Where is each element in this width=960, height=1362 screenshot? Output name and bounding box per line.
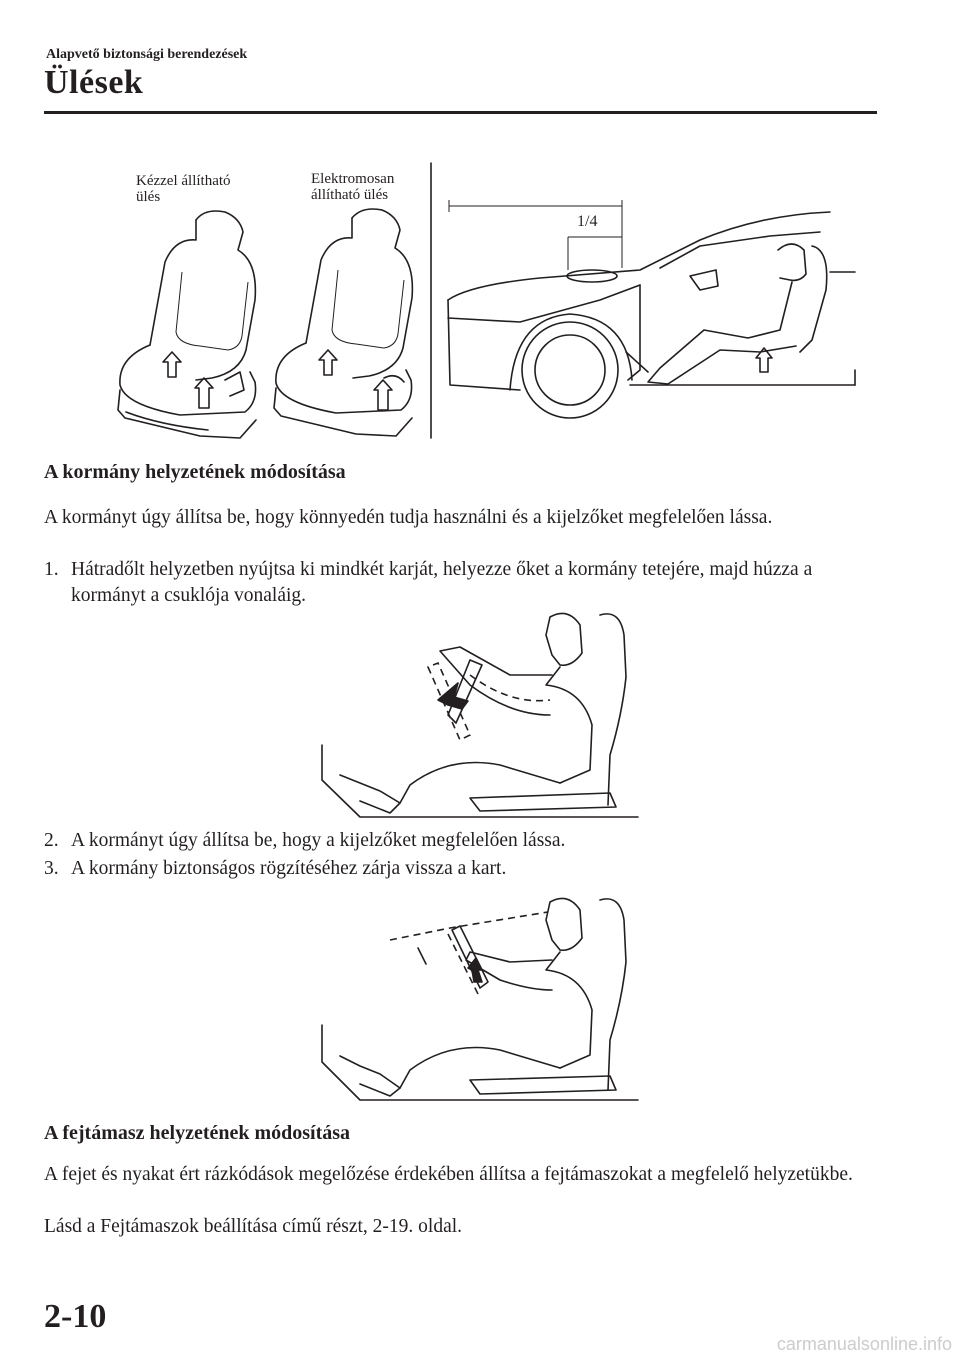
step-number: 3. xyxy=(44,858,59,879)
steering-heading: A kormány helyzetének módosítása xyxy=(44,461,346,483)
step-1 xyxy=(44,557,894,609)
step-number: 2. xyxy=(44,830,59,851)
steering-arms-illustration xyxy=(320,605,640,820)
step-2 xyxy=(44,828,894,854)
seat-position-illustration xyxy=(0,0,960,460)
step-number: 1. xyxy=(44,559,59,580)
headrest-heading: A fejtámasz helyzetének módosítása xyxy=(44,1122,351,1144)
headrest-para-1: A fejet és nyakat ért rázkódások megelőzése érdekében állítsa a fejtámaszokat a megfelelő helyzetükbe. xyxy=(44,1164,853,1185)
page-title: Ülések xyxy=(44,64,144,101)
watermark: carmanualsonline.info xyxy=(776,1334,952,1354)
fraction-label: 1/4 xyxy=(577,213,598,230)
section-header: Alapvető biztonsági berendezések xyxy=(46,47,248,62)
steering-lock-illustration xyxy=(320,890,640,1105)
manual-seat-drawing xyxy=(118,211,256,438)
power-seat-drawing xyxy=(274,209,412,436)
page-number: 2-10 xyxy=(44,1298,107,1335)
power-seat-label: Elektromosan állítható ülés xyxy=(311,171,395,203)
car-drawing xyxy=(448,200,855,418)
step-text: Hátradőlt helyzetben nyújtsa ki mindkét karját, helyezze őket a kormány tetejére, majd húzza a kormányt a csuklója vonaláig. xyxy=(71,559,813,606)
step-3 xyxy=(44,856,894,882)
manual-seat-label: Kézzel állítható ülés xyxy=(136,173,231,205)
steering-intro: A kormányt úgy állítsa be, hogy könnyedén tudja használni és a kijelzőket megfelelően lássa. xyxy=(44,507,773,528)
step-text: A kormányt úgy állítsa be, hogy a kijelzőket megfelelően lássa. xyxy=(71,830,566,851)
step-text: A kormány biztonságos rögzítéséhez zárja vissza a kart. xyxy=(71,858,507,879)
headrest-para-2: Lásd a Fejtámaszok beállítása című részt, 2-19. oldal. xyxy=(44,1216,463,1237)
